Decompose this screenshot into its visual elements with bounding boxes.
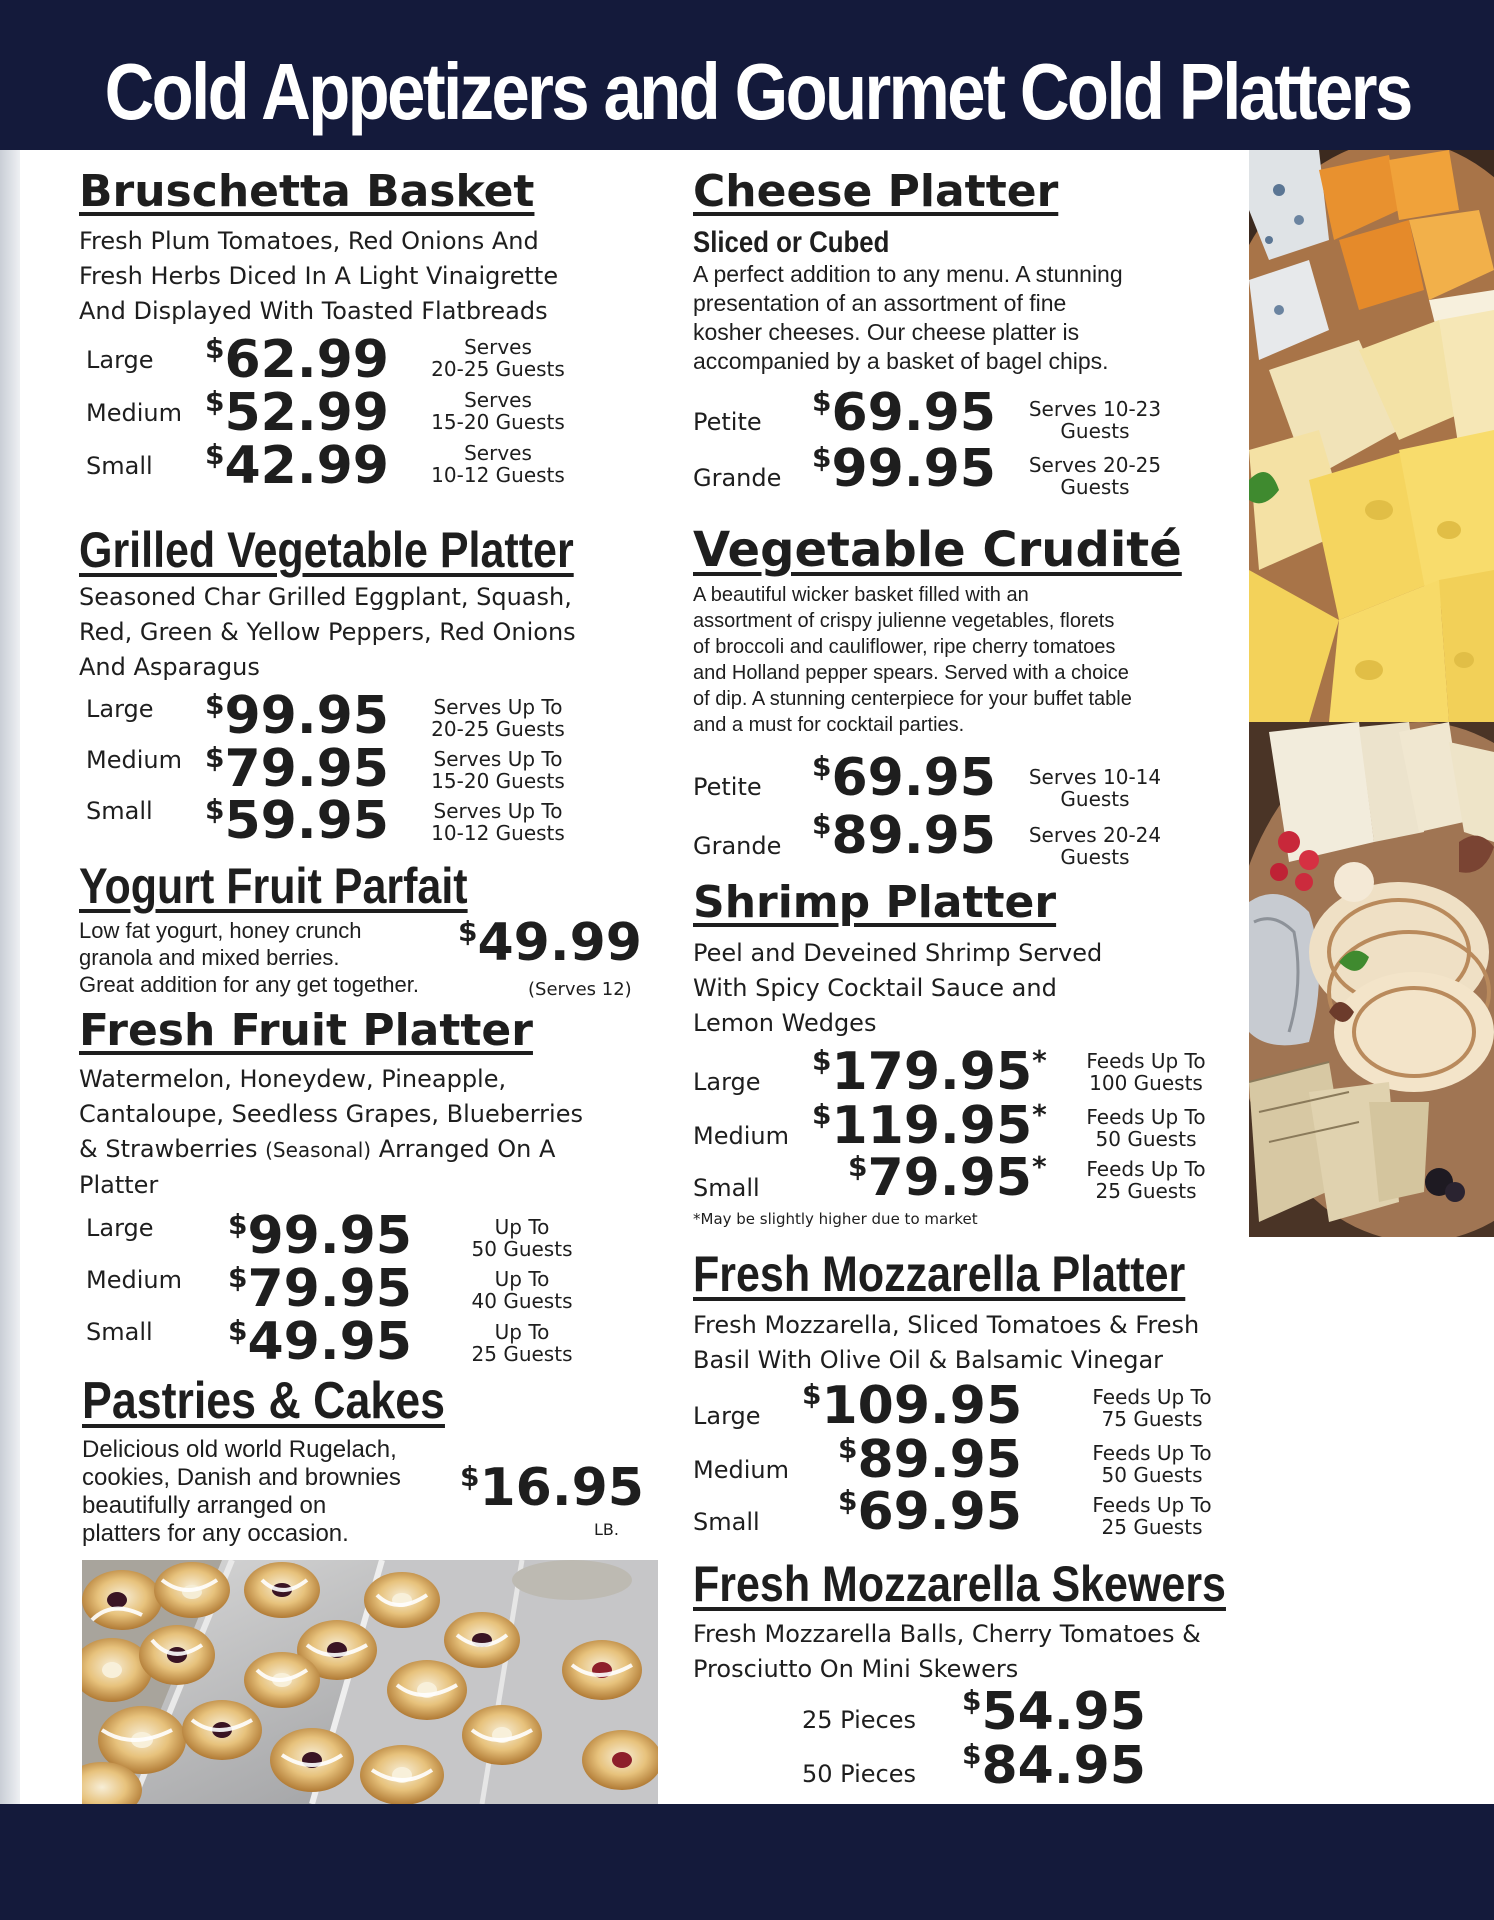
desc-line: And Asparagus bbox=[79, 653, 260, 681]
desc-line: With Spicy Cocktail Sauce and bbox=[693, 974, 1057, 1002]
desc-line: Fresh Mozzarella, Sliced Tomatoes & Fresh bbox=[693, 1311, 1200, 1339]
pastry-illustration bbox=[82, 1560, 658, 1804]
size-label: Grande bbox=[693, 832, 782, 860]
footer-band bbox=[0, 1804, 1494, 1920]
size-label: Large bbox=[693, 1402, 761, 1430]
desc-line: Red, Green & Yellow Peppers, Red Onions bbox=[79, 618, 576, 646]
desc-line: A perfect addition to any menu. A stunning bbox=[693, 261, 1123, 287]
desc-line: kosher cheeses. Our cheese platter is bbox=[693, 319, 1080, 345]
desc-line: Basil With Olive Oil & Balsamic Vinegar bbox=[693, 1346, 1164, 1374]
size-label: Large bbox=[86, 346, 154, 374]
page-title: Cold Appetizers and Gourmet Cold Platters bbox=[104, 47, 1411, 136]
unit-label: LB. bbox=[594, 1520, 619, 1539]
vegetable-crudite-description bbox=[693, 582, 1132, 738]
size-label: Large bbox=[86, 1214, 154, 1242]
desc-line: assortment of crispy julienne vegetables, florets bbox=[693, 610, 1115, 632]
vegetable-crudite-title: Vegetable Crudité bbox=[693, 522, 1182, 578]
size-label: Large bbox=[86, 695, 154, 723]
price: $69.95 bbox=[812, 748, 996, 808]
fruit-platter-title: Fresh Fruit Platter bbox=[79, 1005, 533, 1056]
desc-line: platters for any occasion. bbox=[82, 1520, 349, 1547]
price: $42.99 bbox=[205, 436, 389, 496]
market-price-note: *May be slightly higher due to market bbox=[693, 1210, 978, 1228]
desc-line: Low fat yogurt, honey crunch bbox=[79, 918, 362, 943]
cheese-platter-title: Cheese Platter bbox=[693, 166, 1059, 217]
desc-line: Prosciutto On Mini Skewers bbox=[693, 1655, 1019, 1683]
desc-line: and Holland pepper spears. Served with a choice bbox=[693, 662, 1129, 684]
size-label: 50 Pieces bbox=[802, 1760, 917, 1788]
serves-info: Feeds Up To 100 Guests bbox=[1086, 1049, 1206, 1095]
size-label: Small bbox=[86, 797, 153, 825]
price: $179.95* bbox=[812, 1042, 1047, 1102]
desc-line: & Strawberries (Seasonal) Arranged On A bbox=[79, 1135, 556, 1163]
desc-line: presentation of an assortment of fine bbox=[693, 290, 1067, 316]
size-label: Petite bbox=[693, 773, 762, 801]
bruschetta-description bbox=[79, 224, 558, 329]
desc-line: Seasoned Char Grilled Eggplant, Squash, bbox=[79, 583, 572, 611]
serves-info: Feeds Up To 75 Guests bbox=[1092, 1385, 1212, 1431]
price: $99.95 bbox=[228, 1206, 412, 1266]
yogurt-parfait-title: Yogurt Fruit Parfait bbox=[79, 858, 468, 914]
danish-pastries-photo bbox=[82, 1560, 658, 1804]
size-label: Grande bbox=[693, 464, 782, 492]
price: $54.95 bbox=[962, 1682, 1146, 1742]
cheese-cubes-illustration bbox=[1249, 150, 1494, 722]
shrimp-platter-description bbox=[693, 936, 1102, 1041]
size-label: Medium bbox=[86, 746, 182, 774]
shrimp-platter-title: Shrimp Platter bbox=[693, 877, 1057, 928]
cheese-board-photo bbox=[1249, 722, 1494, 1237]
price: $119.95* bbox=[812, 1096, 1047, 1156]
serves-info: Serves 10-12 Guests bbox=[431, 441, 565, 487]
serves-info: Serves Up To 15-20 Guests bbox=[431, 747, 565, 793]
price: $99.95 bbox=[812, 439, 996, 499]
desc-line: Platter bbox=[79, 1171, 159, 1199]
desc-line: and a must for cocktail parties. bbox=[693, 714, 965, 736]
mozzarella-skewers-description bbox=[693, 1617, 1201, 1687]
price: $89.95 bbox=[812, 806, 996, 866]
serves-info: Serves 20-25 Guests bbox=[431, 335, 565, 381]
left-edge-strip bbox=[0, 150, 20, 1804]
desc-line: Fresh Mozzarella Balls, Cherry Tomatoes & bbox=[693, 1620, 1201, 1648]
size-label: Small bbox=[693, 1174, 760, 1202]
size-label: Small bbox=[86, 452, 153, 480]
desc-line: Fresh Plum Tomatoes, Red Onions And bbox=[79, 227, 539, 255]
desc-line: A beautiful wicker basket filled with an bbox=[693, 584, 1029, 606]
bruschetta-title: Bruschetta Basket bbox=[79, 166, 535, 217]
serves-info: (Serves 12) bbox=[528, 979, 632, 1000]
size-label: Small bbox=[86, 1318, 153, 1346]
price: $52.99 bbox=[205, 383, 389, 443]
serves-info: Feeds Up To 50 Guests bbox=[1086, 1105, 1206, 1151]
desc-line: Delicious old world Rugelach, bbox=[82, 1436, 397, 1463]
price: $16.95 bbox=[460, 1458, 644, 1518]
price: $49.99 bbox=[458, 913, 642, 973]
size-label: Medium bbox=[693, 1456, 789, 1484]
serves-info: Up To 25 Guests bbox=[471, 1320, 573, 1366]
desc-line: Great addition for any get together. bbox=[79, 972, 420, 997]
serves-info: Up To 40 Guests bbox=[471, 1267, 573, 1313]
serves-info: Up To 50 Guests bbox=[471, 1215, 573, 1261]
size-label: Medium bbox=[86, 399, 182, 427]
price: $109.95 bbox=[802, 1376, 1023, 1436]
price: $79.95* bbox=[848, 1148, 1047, 1208]
serves-info: Serves 20-24 Guests bbox=[1028, 823, 1162, 869]
desc-line: Fresh Herbs Diced In A Light Vinaigrette bbox=[79, 262, 559, 290]
size-label: Small bbox=[693, 1508, 760, 1536]
serves-info: Serves Up To 20-25 Guests bbox=[431, 695, 565, 741]
serves-info: Feeds Up To 50 Guests bbox=[1092, 1441, 1212, 1487]
cheese-platter-subtitle: Sliced or Cubed bbox=[693, 226, 890, 259]
cheese-board-illustration bbox=[1249, 722, 1494, 1237]
desc-line: Lemon Wedges bbox=[693, 1009, 877, 1037]
pastries-description bbox=[82, 1436, 401, 1548]
serves-info: Serves 15-20 Guests bbox=[431, 388, 565, 434]
size-label: Medium bbox=[86, 1266, 182, 1294]
mozzarella-platter-description bbox=[693, 1308, 1199, 1378]
mozzarella-skewers-title: Fresh Mozzarella Skewers bbox=[693, 1556, 1226, 1612]
size-label: Petite bbox=[693, 408, 762, 436]
mozzarella-platter-title: Fresh Mozzarella Platter bbox=[693, 1246, 1186, 1302]
price: $62.99 bbox=[205, 330, 389, 390]
grilled-vegetable-description bbox=[79, 580, 576, 685]
price: $89.95 bbox=[838, 1430, 1022, 1490]
desc-line: Peel and Deveined Shrimp Served bbox=[693, 939, 1103, 967]
price: $79.95 bbox=[205, 739, 389, 799]
price: $79.95 bbox=[228, 1259, 412, 1319]
desc-line: of dip. A stunning centerpiece for your buffet table bbox=[693, 688, 1132, 710]
serves-info: Serves 10-14 Guests bbox=[1028, 765, 1162, 811]
serves-info: Feeds Up To 25 Guests bbox=[1092, 1493, 1212, 1539]
serves-info: Serves 20-25 Guests bbox=[1028, 453, 1162, 499]
pastries-title: Pastries & Cakes bbox=[82, 1372, 445, 1430]
serves-info: Feeds Up To 25 Guests bbox=[1086, 1157, 1206, 1203]
price: $69.95 bbox=[838, 1482, 1022, 1542]
desc-line: beautifully arranged on bbox=[82, 1492, 327, 1519]
size-label: 25 Pieces bbox=[802, 1706, 917, 1734]
desc-line: And Displayed With Toasted Flatbreads bbox=[79, 297, 548, 325]
desc-line: Watermelon, Honeydew, Pineapple, bbox=[79, 1065, 507, 1093]
size-label: Large bbox=[693, 1068, 761, 1096]
cheese-platter-description bbox=[693, 260, 1123, 376]
size-label: Medium bbox=[693, 1122, 789, 1150]
serves-info: Serves Up To 10-12 Guests bbox=[431, 799, 565, 845]
cheese-cubes-photo bbox=[1249, 150, 1494, 722]
fruit-platter-description bbox=[79, 1062, 583, 1203]
desc-line: Cantaloupe, Seedless Grapes, Blueberries bbox=[79, 1100, 583, 1128]
desc-line: of broccoli and cauliflower, ripe cherry tomatoes bbox=[693, 636, 1116, 658]
desc-line: granola and mixed berries. bbox=[79, 945, 340, 970]
price: $49.95 bbox=[228, 1312, 412, 1372]
grilled-vegetable-title: Grilled Vegetable Platter bbox=[79, 522, 574, 578]
desc-line: accompanied by a basket of bagel chips. bbox=[693, 348, 1109, 374]
yogurt-parfait-description bbox=[79, 917, 419, 998]
price: $59.95 bbox=[205, 791, 389, 851]
desc-line: cookies, Danish and brownies bbox=[82, 1464, 401, 1491]
price: $99.95 bbox=[205, 686, 389, 746]
price: $84.95 bbox=[962, 1736, 1146, 1796]
serves-info: Serves 10-23 Guests bbox=[1028, 397, 1162, 443]
price: $69.95 bbox=[812, 383, 996, 443]
